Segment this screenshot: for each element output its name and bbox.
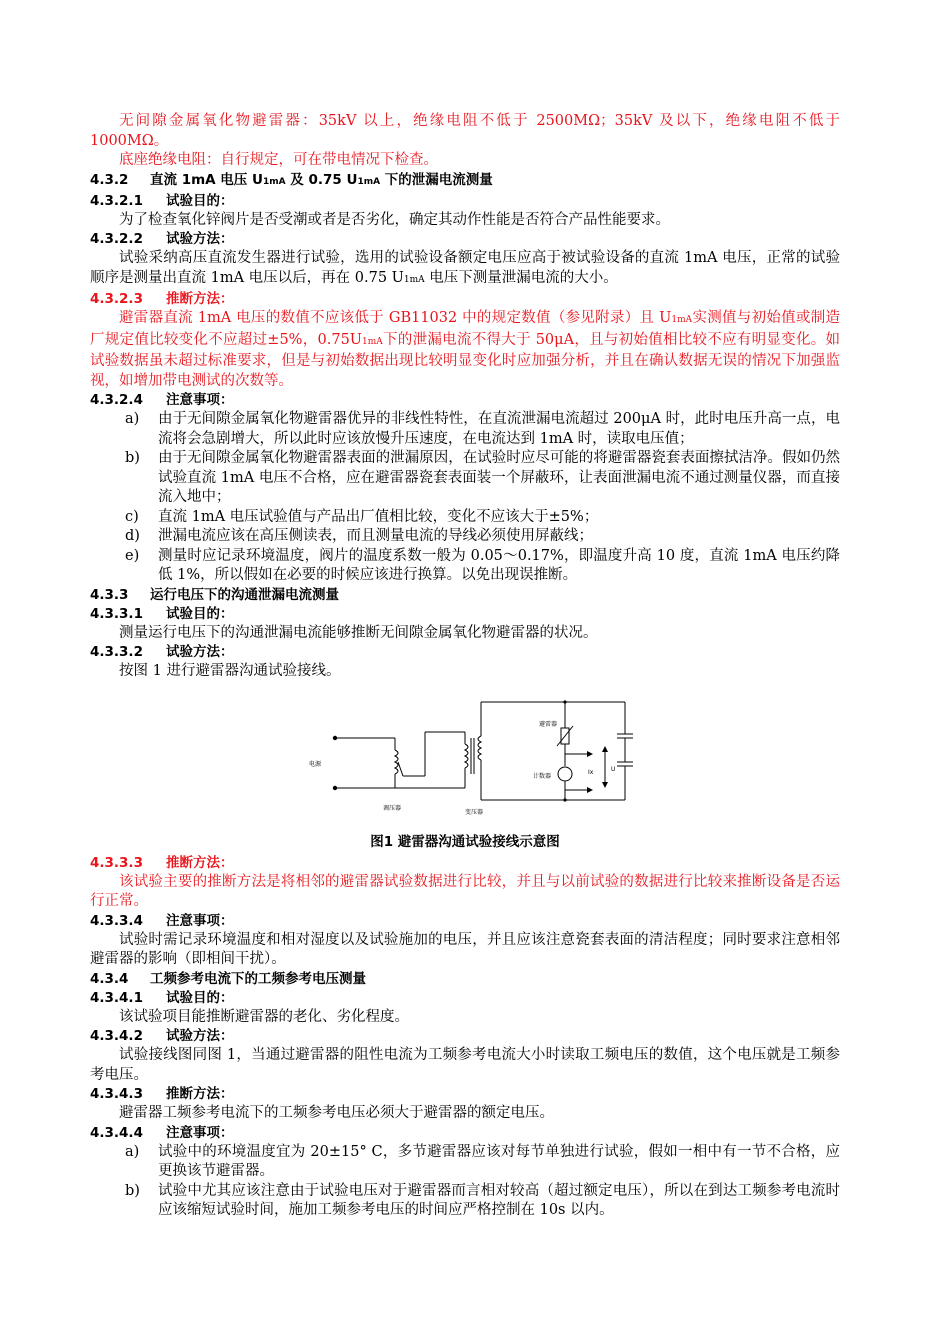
ix-label: Ix bbox=[588, 768, 594, 776]
section-4-3-4-3-text: 避雷器工频参考电流下的工频参考电压必须大于避雷器的额定电压。 bbox=[119, 1105, 554, 1121]
meter-label: 计数器 bbox=[533, 772, 552, 780]
section-4-3-2-2-heading: 4.3.2.2 试验方法： bbox=[90, 231, 234, 247]
section-4-3-3-2-heading: 4.3.3.2 试验方法： bbox=[90, 644, 234, 660]
wiring-diagram-svg bbox=[305, 692, 635, 824]
section-4-3-3-3-text: 该试验主要的推断方法是将相邻的避雷器试验数据进行比较，并且与以前试验的数据进行比较来推断设备是否运行正常。 bbox=[90, 873, 840, 909]
transformer-label: 变压器 bbox=[465, 808, 484, 816]
section-4-3-3-3-heading: 4.3.3.3 推断方法： bbox=[90, 854, 234, 871]
section-4-3-4-2-heading: 4.3.4.2 试验方法： bbox=[90, 1028, 234, 1044]
section-4-3-2-4-list bbox=[90, 410, 840, 586]
section-4-3-3-4-heading: 4.3.3.4 注意事项： bbox=[90, 912, 234, 929]
insulation-resistance-paragraph: 无间隙金属氧化物避雷器：35kV 以上，绝缘电阻不低于 2500MΩ；35kV 及以下，绝缘电阻不低于1000MΩ。 bbox=[90, 113, 840, 149]
section-4-3-2-4-heading: 4.3.2.4 注意事项： bbox=[90, 392, 234, 408]
section-4-3-4-heading: 4.3.4 工频参考电流下的工频参考电压测量 bbox=[90, 970, 366, 987]
list-item: c) 直流 1mA 电压试验值与产品出厂值相比较，变化不应该大于±5%； bbox=[125, 508, 599, 525]
wiring-diagram bbox=[90, 688, 840, 828]
arrester-label: 避雷器 bbox=[539, 720, 558, 728]
list-item: b) 试验中尤其应该注意由于试验电压对于避雷器而言相对较高（超过额定电压），所以在到达工频参考电流时应该缩短试验时间，施加工频参考电压的时间应严格控制在 10s 以内。 bbox=[125, 1182, 840, 1218]
list-item: b) 由于无间隙金属氧化物避雷器表面的泄漏原因，在试验时应尽可能的将避雷器瓷套表面擦拭洁净。假如仍然试验直流 1mA 电压不合格，应在避雷器瓷套表面装一个屏蔽环，让表面泄漏电流不通过测量仪器，而直接流入地中； bbox=[125, 450, 840, 505]
section-4-3-3-heading: 4.3.3 运行电压下的沟通泄漏电流测量 bbox=[90, 586, 339, 603]
source-label: 电源 bbox=[309, 760, 322, 768]
figure-caption: 图1 避雷器沟通试验接线示意图 bbox=[370, 833, 560, 850]
list-item: a) 由于无间隙金属氧化物避雷器优异的非线性特性，在直流泄漏电流超过 200μA 时，此时电压升高一点，电流将会急剧增大，所以此时应该放慢升压速度，在电流达到 1mA 时，读取电压值； bbox=[125, 411, 840, 447]
section-4-3-2-heading: 4.3.2 直流 1mA 电压 U1mA 及 0.75 U1mA 下的泄漏电流测量 bbox=[90, 171, 493, 188]
section-4-3-4-4-list bbox=[90, 1143, 840, 1221]
section-4-3-3-2-text: 按图 1 进行避雷器沟通试验接线。 bbox=[119, 663, 341, 679]
base-insulation-paragraph: 底座绝缘电阻：自行规定，可在带电情况下检查。 bbox=[119, 152, 438, 168]
section-4-3-2-3-heading: 4.3.2.3 推断方法： bbox=[90, 291, 234, 307]
section-4-3-4-1-text: 该试验项目能推断避雷器的老化、劣化程度。 bbox=[119, 1008, 409, 1025]
section-4-3-2-1-text: 为了检查氧化锌阀片是否受潮或者是否劣化，确定其动作性能是否符合产品性能要求。 bbox=[119, 211, 670, 228]
section-4-3-3-1-text: 测量运行电压下的沟通泄漏电流能够推断无间隙金属氧化物避雷器的状况。 bbox=[119, 624, 598, 641]
section-4-3-4-2-text: 试验接线图同图 1，当通过避雷器的阻性电流为工频参考电流大小时读取工频电压的数值，这个电压就是工频参考电压。 bbox=[90, 1047, 840, 1083]
section-4-3-4-3-heading: 4.3.4.3 推断方法： bbox=[90, 1086, 234, 1102]
section-4-3-2-2-text: 试验采纳高压直流发生器进行试验，选用的试验设备额定电压应高于被试验设备的直流 1mA 电压，正常的试验顺序是测量出直流 1mA 电压以后，再在 0.75 U1mA 电压下测量泄漏电流的大小。 bbox=[90, 250, 840, 286]
u-label: U bbox=[611, 765, 616, 773]
list-item: d) 泄漏电流应该在高压侧读表，而且测量电流的导线必须使用屏蔽线； bbox=[125, 528, 593, 544]
section-4-3-2-1-heading: 4.3.2.1 试验目的： bbox=[90, 192, 234, 209]
list-item: a) 试验中的环境温度宜为 20±15° C，多节避雷器应该对每节单独进行试验，假如一相中有一节不合格，应更换该节避雷器。 bbox=[125, 1143, 840, 1179]
section-4-3-3-4-text: 试验时需记录环境温度和相对湿度以及试验施加的电压，并且应该注意瓷套表面的清洁程度；同时要求注意相邻避雷器的影响（即相间干扰）。 bbox=[90, 931, 840, 967]
regulator-label: 调压器 bbox=[383, 804, 402, 812]
document-page bbox=[90, 112, 840, 1221]
section-4-3-4-1-heading: 4.3.4.1 试验目的： bbox=[90, 989, 234, 1006]
section-4-3-2-3-text: 避雷器直流 1mA 电压的数值不应该低于 GB11032 中的规定数值（参见附录）且 U1mA实测值与初始值或制造厂规定值比较变化不应超过±5%，0.75U1mA下的泄漏电流不得大于 50μA，且与初始值相比较不应有明显变化。如试验数据虽未超过标准要求，但是与初始数据出现比较明显变化时应加强分析，并且在确认数据无误的情况下加强监视，如增加带电测试的次数等。 bbox=[90, 310, 840, 389]
list-item: e) 测量时应记录环境温度，阀片的温度系数一般为 0.05～0.17%，即温度升高 10 度，直流 1mA 电压约降低 1%，所以假如在必要的时候应该进行换算。以免出现误推断。 bbox=[125, 547, 840, 583]
section-4-3-4-4-heading: 4.3.4.4 注意事项： bbox=[90, 1124, 234, 1141]
section-4-3-3-1-heading: 4.3.3.1 试验目的： bbox=[90, 605, 234, 622]
